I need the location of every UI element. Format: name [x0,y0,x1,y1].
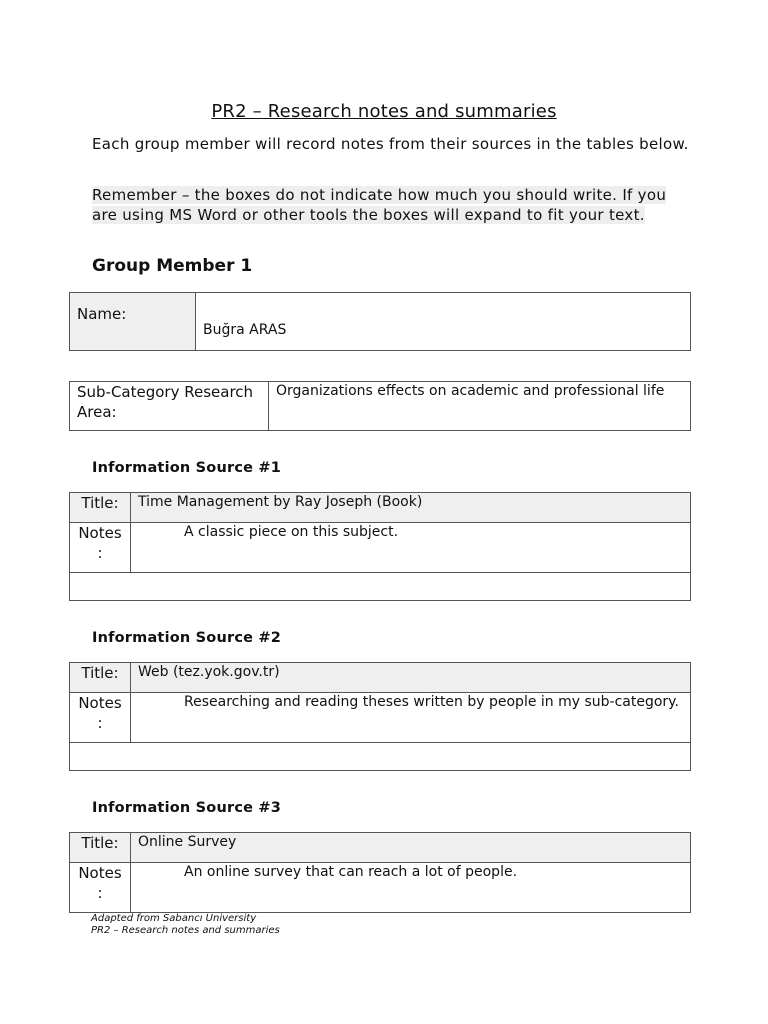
notes-value: Researching and reading theses written by people in my sub-category. [184,694,679,710]
area-value-cell[interactable] [269,382,691,431]
extra-row-cell[interactable] [70,743,691,771]
footer-line: Adapted from Sabancı University [91,913,257,924]
notes-value-cell[interactable] [131,523,691,573]
notes-value: A classic piece on this subject. [184,524,399,540]
title-label-cell [70,833,131,863]
page-title: PR2 – Research notes and summaries [211,101,557,122]
page-footer [91,913,280,937]
notes-label-cell [70,523,131,573]
title-value-cell[interactable] [131,833,691,863]
title-label: Title: [81,664,119,682]
notes-label-cell [70,693,131,743]
source-heading: Information Source #1 [92,460,282,476]
source-table [69,492,691,601]
title-label-cell [70,663,131,693]
title-value: Time Management by Ray Joseph (Book) [138,494,423,510]
title-value: Web (tez.yok.gov.tr) [138,664,280,680]
notes-value-cell[interactable] [131,863,691,913]
intro-text: Each group member will record notes from their sources in the tables below. [92,135,689,153]
reminder-highlight: Remember – the boxes do not indicate how much you should write. If you are using MS Word or other tools the boxes will expand to fit your text. [92,186,667,224]
member-heading: Group Member 1 [92,256,253,276]
title-label-cell [70,493,131,523]
notes-label: Notes : [78,524,122,562]
title-label: Title: [81,834,119,852]
title-value-cell[interactable] [131,663,691,693]
research-area-table [69,381,691,431]
name-value: Buğra ARAS [203,322,287,338]
title-value-cell[interactable] [131,493,691,523]
title-value: Online Survey [138,834,237,850]
name-label: Name: [77,305,127,323]
notes-label-cell [70,863,131,913]
name-label-cell [70,293,196,351]
notes-label: Notes : [78,864,122,902]
source-table [69,832,691,913]
area-label-cell [70,382,269,431]
extra-row-cell[interactable] [70,573,691,601]
notes-label: Notes : [78,694,122,732]
source-table [69,662,691,771]
name-table [69,292,691,351]
title-label: Title: [81,494,119,512]
notes-value: An online survey that can reach a lot of people. [184,864,518,880]
name-value-cell[interactable] [196,293,691,351]
source-heading: Information Source #3 [92,800,282,816]
footer-line: PR2 – Research notes and summaries [91,925,280,936]
notes-value-cell[interactable] [131,693,691,743]
source-heading: Information Source #2 [92,630,282,646]
area-value: Organizations effects on academic and professional life [276,383,665,399]
reminder-text [92,185,692,225]
area-label: Sub-Category Research Area: [77,383,254,421]
